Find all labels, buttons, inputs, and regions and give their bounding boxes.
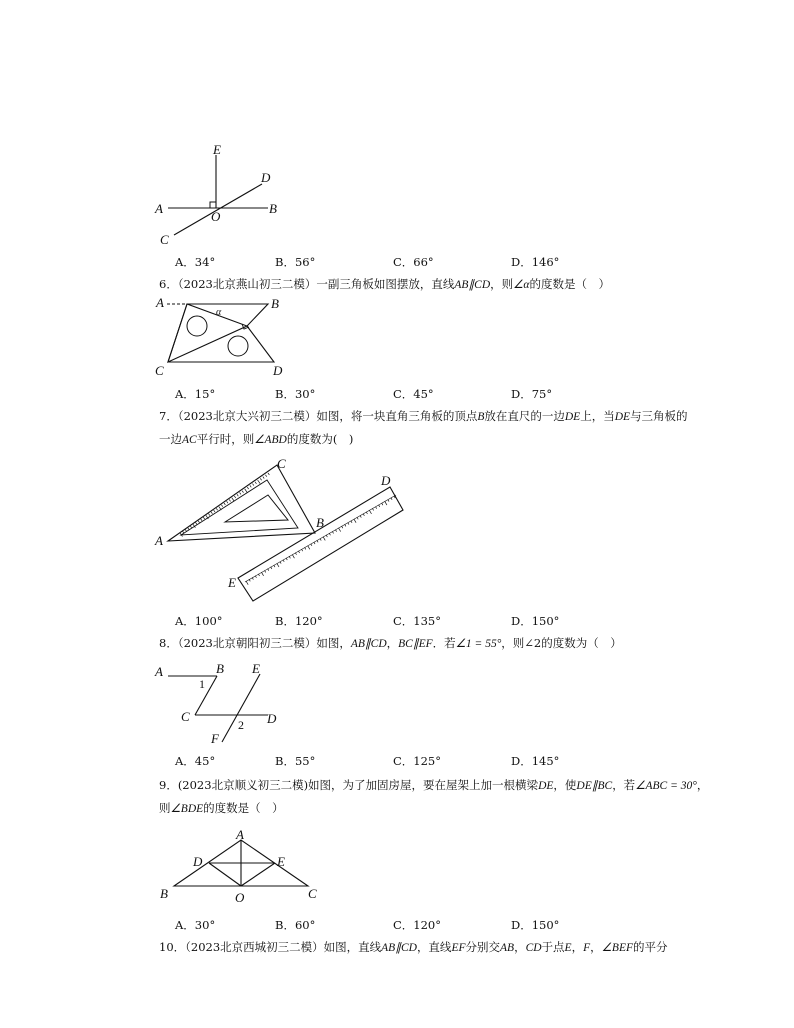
label-b: B [316,515,324,530]
q6-option-a[interactable]: A．15° [175,387,216,401]
q9-figure [150,826,330,906]
label-e: E [277,854,285,869]
label-a: A [155,533,163,548]
q8-option-c[interactable]: C．125° [393,754,441,768]
q5-option-b[interactable]: B．56° [275,255,316,269]
label-a: A [155,201,163,216]
label-d: D [193,854,203,869]
q9-option-c[interactable]: C．120° [393,918,441,932]
q5-diagram [150,140,290,250]
q6-diagram [150,295,300,380]
q7-option-a[interactable]: A．100° [175,614,223,628]
label-a: A [155,664,163,679]
q6-option-b[interactable]: B．30° [275,387,316,401]
label-c: C [181,709,190,724]
q8-options [0,753,794,769]
q10-stem: 10．（2023北京西城初三二模）如图，直线AB∥CD，直线EF分别交AB，CD于点E，F，∠BEF的平分 [159,940,668,954]
q5-option-a[interactable]: A．34° [175,255,216,269]
label-a: A [236,827,244,842]
label-b: B [269,201,277,216]
q7-diagram [150,455,420,610]
label-o: O [235,890,245,905]
label-b: B [271,296,279,311]
q9-stem: 9．(2023北京顺义初三二模)如图，为了加固房屋，要在屋架上加一根横梁DE，使DE∥BC，若∠ABC = 30°， 则∠BDE的度数是（ ） [159,778,709,815]
q9-option-b[interactable]: B．60° [275,918,316,932]
label-d: D [261,170,271,185]
label-c: C [155,363,164,378]
label-alpha: α [216,307,222,318]
q6-options [0,386,794,402]
label-a: A [156,295,164,310]
q7-options [0,613,794,629]
label-e: E [252,661,260,676]
q7-option-b[interactable]: B．120° [275,614,323,628]
q8-stem: 8．（2023北京朝阳初三二模）如图，AB∥CD，BC∥EF．若∠1 = 55°，则∠2的度数为（ ） [159,636,622,650]
q8-option-b[interactable]: B．55° [275,754,316,768]
label-c: C [277,456,286,471]
label-b: B [216,661,224,676]
label-c: C [308,886,317,901]
q8-figure [150,658,290,748]
q8-option-d[interactable]: D．145° [511,754,560,768]
q5-option-c[interactable]: C．66° [393,255,434,269]
label-f: F [211,731,219,746]
q8-diagram [150,658,290,748]
label-angle-1: 1 [199,677,205,691]
label-angle-2: 2 [238,718,244,732]
q9-diagram [150,826,330,906]
q7-figure [150,455,420,610]
label-e: E [228,575,236,590]
q5-figure [150,140,290,250]
q6-stem: 6．（2023北京燕山初三二模）一副三角板如图摆放，直线AB∥CD，则∠α的度数是（ ） [159,277,610,291]
q6-option-d[interactable]: D．75° [511,387,553,401]
q7-stem: 7．（2023北京大兴初三二模）如图，将一块直角三角板的顶点B放在直尺的一边DE上，当DE与三角板的 一边AC平行时，则∠ABD的度数为( ) [159,409,688,446]
q9-option-a[interactable]: A．30° [175,918,216,932]
label-d: D [267,711,277,726]
label-e: E [213,142,221,157]
q7-option-d[interactable]: D．150° [511,614,560,628]
q5-options [0,254,794,270]
q5-option-d[interactable]: D．146° [511,255,560,269]
q7-option-c[interactable]: C．135° [393,614,441,628]
label-o: O [211,209,221,224]
label-d: D [273,363,283,378]
q6-figure [150,295,300,380]
label-b: B [160,886,168,901]
q9-option-d[interactable]: D．150° [511,918,560,932]
label-d: D [381,473,391,488]
q8-option-a[interactable]: A．45° [175,754,216,768]
q6-option-c[interactable]: C．45° [393,387,434,401]
label-c: C [160,232,169,247]
q9-options [0,917,794,933]
